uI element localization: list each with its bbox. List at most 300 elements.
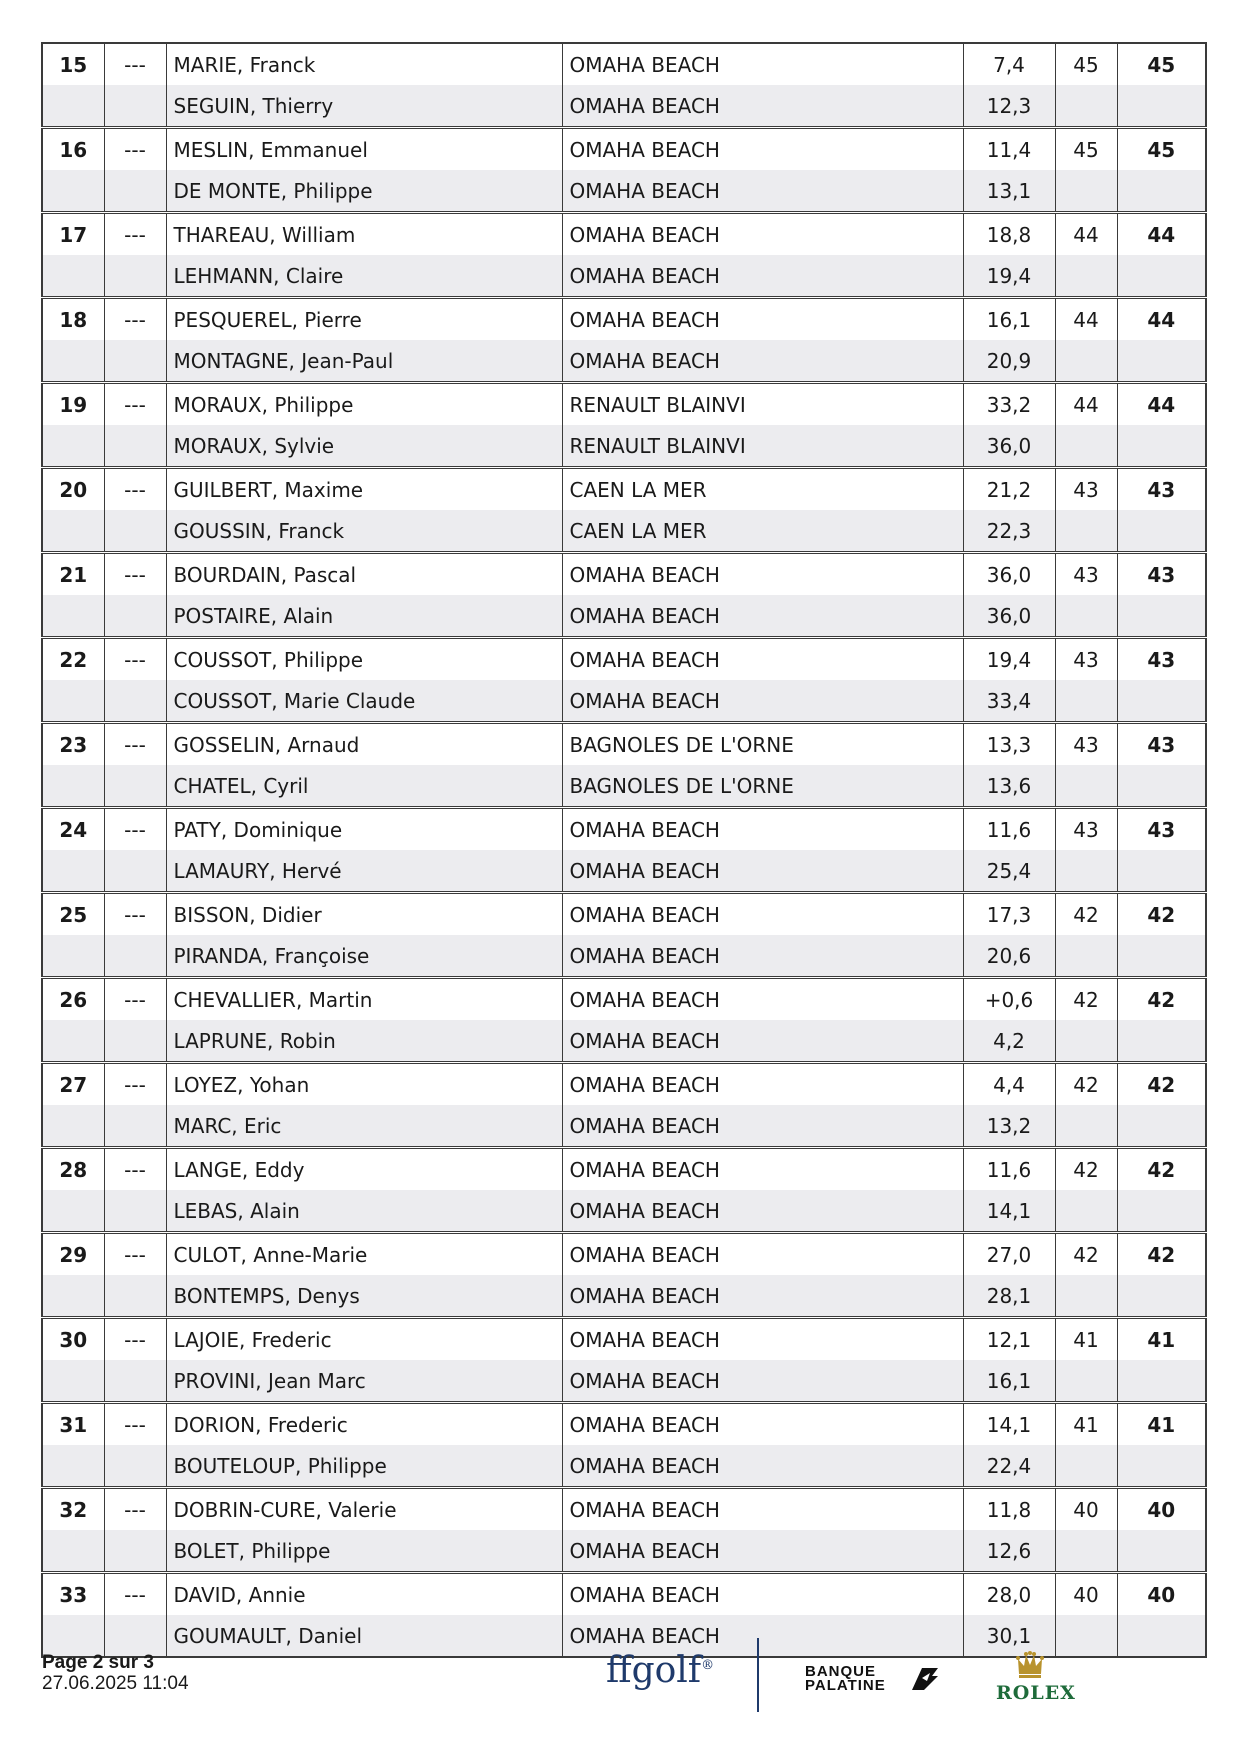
handicap-index-cell: 22,3 — [963, 510, 1055, 553]
position-cell: 23 — [42, 723, 104, 766]
print-datetime: 27.06.2025 11:04 — [42, 1673, 189, 1694]
empty-cell — [42, 1020, 104, 1063]
empty-cell — [104, 255, 166, 298]
tie-cell: --- — [104, 1233, 166, 1276]
player-name-cell: MESLIN, Emmanuel — [166, 128, 562, 171]
table-row — [42, 850, 1206, 893]
handicap-index-cell: 16,1 — [963, 298, 1055, 341]
tie-cell: --- — [104, 1318, 166, 1361]
empty-cell — [104, 1360, 166, 1403]
player-name-cell: MONTAGNE, Jean-Paul — [166, 340, 562, 383]
empty-cell — [1117, 340, 1206, 383]
club-cell: OMAHA BEACH — [562, 638, 963, 681]
empty-cell — [104, 850, 166, 893]
table-row — [42, 893, 1206, 936]
handicap-index-cell: 16,1 — [963, 1360, 1055, 1403]
player-name-cell: GUILBERT, Maxime — [166, 468, 562, 511]
club-cell: BAGNOLES DE L'ORNE — [562, 723, 963, 766]
total-score-cell: 44 — [1117, 213, 1206, 256]
total-score-cell: 44 — [1117, 298, 1206, 341]
club-cell: OMAHA BEACH — [562, 43, 963, 85]
club-cell: OMAHA BEACH — [562, 128, 963, 171]
tie-cell: --- — [104, 128, 166, 171]
empty-cell — [42, 170, 104, 213]
total-score-cell: 42 — [1117, 893, 1206, 936]
table-row — [42, 510, 1206, 553]
club-cell: OMAHA BEACH — [562, 1148, 963, 1191]
empty-cell — [1055, 1190, 1117, 1233]
position-cell: 29 — [42, 1233, 104, 1276]
handicap-index-cell: 11,6 — [963, 808, 1055, 851]
empty-cell — [104, 1190, 166, 1233]
club-cell: BAGNOLES DE L'ORNE — [562, 765, 963, 808]
table-row — [42, 978, 1206, 1021]
empty-cell — [1117, 1190, 1206, 1233]
club-cell: OMAHA BEACH — [562, 1318, 963, 1361]
table-row — [42, 43, 1206, 85]
empty-cell — [1117, 510, 1206, 553]
club-cell: OMAHA BEACH — [562, 935, 963, 978]
rolex-crown-icon — [1016, 1650, 1044, 1680]
tie-cell: --- — [104, 383, 166, 426]
empty-cell — [42, 680, 104, 723]
club-cell: OMAHA BEACH — [562, 1063, 963, 1106]
palatine-wing-icon — [908, 1664, 940, 1694]
tie-cell: --- — [104, 43, 166, 85]
player-name-cell: LEHMANN, Claire — [166, 255, 562, 298]
tie-cell: --- — [104, 723, 166, 766]
table-row — [42, 468, 1206, 511]
total-score-cell: 42 — [1117, 978, 1206, 1021]
empty-cell — [1117, 850, 1206, 893]
club-cell: OMAHA BEACH — [562, 1275, 963, 1318]
player-name-cell: PIRANDA, Françoise — [166, 935, 562, 978]
position-cell: 32 — [42, 1488, 104, 1531]
tie-cell: --- — [104, 1148, 166, 1191]
club-cell: RENAULT BLAINVI — [562, 425, 963, 468]
club-cell: OMAHA BEACH — [562, 850, 963, 893]
empty-cell — [1117, 765, 1206, 808]
player-name-cell: MORAUX, Sylvie — [166, 425, 562, 468]
table-row — [42, 1573, 1206, 1616]
club-cell: OMAHA BEACH — [562, 170, 963, 213]
empty-cell — [1055, 935, 1117, 978]
club-cell: OMAHA BEACH — [562, 1573, 963, 1616]
table-row — [42, 383, 1206, 426]
player-name-cell: BISSON, Didier — [166, 893, 562, 936]
table-row — [42, 1445, 1206, 1488]
player-name-cell: PATY, Dominique — [166, 808, 562, 851]
empty-cell — [1055, 170, 1117, 213]
empty-cell — [104, 1445, 166, 1488]
empty-cell — [42, 595, 104, 638]
handicap-index-cell: 7,4 — [963, 43, 1055, 85]
total-score-cell: 43 — [1117, 808, 1206, 851]
handicap-index-cell: 22,4 — [963, 1445, 1055, 1488]
player-name-cell: DAVID, Annie — [166, 1573, 562, 1616]
handicap-index-cell: 20,9 — [963, 340, 1055, 383]
table-row — [42, 255, 1206, 298]
player-name-cell: PESQUEREL, Pierre — [166, 298, 562, 341]
player-name-cell: LOYEZ, Yohan — [166, 1063, 562, 1106]
total-score-cell: 42 — [1117, 1148, 1206, 1191]
empty-cell — [42, 1360, 104, 1403]
empty-cell — [1117, 255, 1206, 298]
table-row — [42, 723, 1206, 766]
table-row — [42, 553, 1206, 596]
empty-cell — [1055, 510, 1117, 553]
tie-cell: --- — [104, 553, 166, 596]
tie-cell: --- — [104, 893, 166, 936]
empty-cell — [42, 935, 104, 978]
total-score-cell: 43 — [1117, 723, 1206, 766]
player-name-cell: LAPRUNE, Robin — [166, 1020, 562, 1063]
tie-cell: --- — [104, 1063, 166, 1106]
table-row — [42, 298, 1206, 341]
empty-cell — [42, 425, 104, 468]
club-cell: OMAHA BEACH — [562, 1360, 963, 1403]
banque-palatine-logo — [805, 1665, 886, 1693]
empty-cell — [1117, 935, 1206, 978]
empty-cell — [1055, 1530, 1117, 1573]
position-cell: 17 — [42, 213, 104, 256]
results-table — [41, 42, 1207, 1658]
empty-cell — [1055, 255, 1117, 298]
position-cell: 18 — [42, 298, 104, 341]
tie-cell: --- — [104, 468, 166, 511]
tie-cell: --- — [104, 978, 166, 1021]
registered-mark-icon: ® — [701, 1658, 715, 1673]
tie-cell: --- — [104, 298, 166, 341]
score-cell: 43 — [1055, 638, 1117, 681]
handicap-index-cell: 33,4 — [963, 680, 1055, 723]
total-score-cell: 44 — [1117, 383, 1206, 426]
club-cell: OMAHA BEACH — [562, 680, 963, 723]
player-name-cell: BONTEMPS, Denys — [166, 1275, 562, 1318]
player-name-cell: PROVINI, Jean Marc — [166, 1360, 562, 1403]
table-row — [42, 1233, 1206, 1276]
handicap-index-cell: 27,0 — [963, 1233, 1055, 1276]
position-cell: 15 — [42, 43, 104, 85]
total-score-cell: 40 — [1117, 1488, 1206, 1531]
empty-cell — [1117, 170, 1206, 213]
club-cell: OMAHA BEACH — [562, 85, 963, 128]
empty-cell — [1117, 85, 1206, 128]
empty-cell — [104, 595, 166, 638]
player-name-cell: BOUTELOUP, Philippe — [166, 1445, 562, 1488]
score-cell: 40 — [1055, 1488, 1117, 1531]
club-cell: CAEN LA MER — [562, 468, 963, 511]
player-name-cell: SEGUIN, Thierry — [166, 85, 562, 128]
position-cell: 20 — [42, 468, 104, 511]
player-name-cell: CULOT, Anne-Marie — [166, 1233, 562, 1276]
tie-cell: --- — [104, 808, 166, 851]
score-cell: 42 — [1055, 1233, 1117, 1276]
table-row — [42, 1020, 1206, 1063]
empty-cell — [1055, 850, 1117, 893]
ffgolf-logo-text: ffgolf — [606, 1650, 702, 1691]
empty-cell — [104, 765, 166, 808]
empty-cell — [1117, 1105, 1206, 1148]
score-cell: 45 — [1055, 43, 1117, 85]
empty-cell — [1117, 425, 1206, 468]
empty-cell — [104, 680, 166, 723]
empty-cell — [42, 255, 104, 298]
player-name-cell: THAREAU, William — [166, 213, 562, 256]
handicap-index-cell: 17,3 — [963, 893, 1055, 936]
total-score-cell: 42 — [1117, 1233, 1206, 1276]
club-cell: OMAHA BEACH — [562, 255, 963, 298]
handicap-index-cell: 4,2 — [963, 1020, 1055, 1063]
empty-cell — [1117, 1530, 1206, 1573]
player-name-cell: DORION, Frederic — [166, 1403, 562, 1446]
player-name-cell: LANGE, Eddy — [166, 1148, 562, 1191]
handicap-index-cell: +0,6 — [963, 978, 1055, 1021]
tie-cell: --- — [104, 1403, 166, 1446]
empty-cell — [1117, 1020, 1206, 1063]
table-row — [42, 170, 1206, 213]
handicap-index-cell: 14,1 — [963, 1190, 1055, 1233]
empty-cell — [104, 1020, 166, 1063]
score-cell: 43 — [1055, 723, 1117, 766]
club-cell: OMAHA BEACH — [562, 340, 963, 383]
position-cell: 28 — [42, 1148, 104, 1191]
table-row — [42, 213, 1206, 256]
player-name-cell: DE MONTE, Philippe — [166, 170, 562, 213]
empty-cell — [1055, 765, 1117, 808]
empty-cell — [104, 340, 166, 383]
score-cell: 42 — [1055, 1148, 1117, 1191]
handicap-index-cell: 13,3 — [963, 723, 1055, 766]
handicap-index-cell: 28,0 — [963, 1573, 1055, 1616]
player-name-cell: LEBAS, Alain — [166, 1190, 562, 1233]
handicap-index-cell: 11,8 — [963, 1488, 1055, 1531]
empty-cell — [104, 85, 166, 128]
banque-palatine-line1: BANQUE — [805, 1663, 877, 1680]
empty-cell — [42, 1105, 104, 1148]
table-row — [42, 85, 1206, 128]
tie-cell: --- — [104, 638, 166, 681]
table-row — [42, 808, 1206, 851]
total-score-cell: 45 — [1117, 128, 1206, 171]
table-row — [42, 1105, 1206, 1148]
club-cell: OMAHA BEACH — [562, 1105, 963, 1148]
handicap-index-cell: 20,6 — [963, 935, 1055, 978]
club-cell: OMAHA BEACH — [562, 978, 963, 1021]
empty-cell — [1055, 1105, 1117, 1148]
table-row — [42, 1148, 1206, 1191]
total-score-cell: 41 — [1117, 1318, 1206, 1361]
club-cell: OMAHA BEACH — [562, 1488, 963, 1531]
position-cell: 22 — [42, 638, 104, 681]
table-row — [42, 1530, 1206, 1573]
club-cell: OMAHA BEACH — [562, 1020, 963, 1063]
score-cell: 44 — [1055, 213, 1117, 256]
total-score-cell: 43 — [1117, 468, 1206, 511]
player-name-cell: GOUMAULT, Daniel — [166, 1615, 562, 1657]
table-row — [42, 425, 1206, 468]
empty-cell — [42, 1445, 104, 1488]
club-cell: OMAHA BEACH — [562, 1190, 963, 1233]
position-cell: 21 — [42, 553, 104, 596]
club-cell: OMAHA BEACH — [562, 1233, 963, 1276]
handicap-index-cell: 30,1 — [963, 1615, 1055, 1657]
empty-cell — [1055, 425, 1117, 468]
empty-cell — [1055, 1275, 1117, 1318]
score-cell: 43 — [1055, 553, 1117, 596]
results-body — [42, 43, 1206, 1657]
handicap-index-cell: 36,0 — [963, 553, 1055, 596]
empty-cell — [42, 765, 104, 808]
club-cell: OMAHA BEACH — [562, 808, 963, 851]
player-name-cell: MARC, Eric — [166, 1105, 562, 1148]
empty-cell — [104, 425, 166, 468]
empty-cell — [42, 1190, 104, 1233]
handicap-index-cell: 12,3 — [963, 85, 1055, 128]
empty-cell — [42, 1275, 104, 1318]
player-name-cell: COUSSOT, Marie Claude — [166, 680, 562, 723]
empty-cell — [1117, 595, 1206, 638]
table-row — [42, 128, 1206, 171]
position-cell: 19 — [42, 383, 104, 426]
table-row — [42, 680, 1206, 723]
empty-cell — [42, 85, 104, 128]
position-cell: 25 — [42, 893, 104, 936]
score-cell: 43 — [1055, 468, 1117, 511]
table-row — [42, 1403, 1206, 1446]
handicap-index-cell: 33,2 — [963, 383, 1055, 426]
table-row — [42, 1318, 1206, 1361]
position-cell: 27 — [42, 1063, 104, 1106]
position-cell: 33 — [42, 1573, 104, 1616]
position-cell: 31 — [42, 1403, 104, 1446]
empty-cell — [42, 510, 104, 553]
handicap-index-cell: 18,8 — [963, 213, 1055, 256]
total-score-cell: 45 — [1117, 43, 1206, 85]
handicap-index-cell: 12,1 — [963, 1318, 1055, 1361]
handicap-index-cell: 21,2 — [963, 468, 1055, 511]
club-cell: OMAHA BEACH — [562, 213, 963, 256]
score-cell: 41 — [1055, 1318, 1117, 1361]
player-name-cell: MARIE, Franck — [166, 43, 562, 85]
empty-cell — [42, 850, 104, 893]
empty-cell — [1055, 1020, 1117, 1063]
table-row — [42, 765, 1206, 808]
club-cell: OMAHA BEACH — [562, 595, 963, 638]
position-cell: 30 — [42, 1318, 104, 1361]
player-name-cell: CHEVALLIER, Martin — [166, 978, 562, 1021]
empty-cell — [104, 1530, 166, 1573]
footer-divider — [757, 1638, 759, 1712]
club-cell: CAEN LA MER — [562, 510, 963, 553]
total-score-cell: 40 — [1117, 1573, 1206, 1616]
empty-cell — [104, 1275, 166, 1318]
empty-cell — [1117, 1360, 1206, 1403]
table-row — [42, 935, 1206, 978]
score-cell: 42 — [1055, 978, 1117, 1021]
score-cell: 40 — [1055, 1573, 1117, 1616]
player-name-cell: DOBRIN-CURE, Valerie — [166, 1488, 562, 1531]
empty-cell — [104, 935, 166, 978]
handicap-index-cell: 13,1 — [963, 170, 1055, 213]
score-cell: 44 — [1055, 383, 1117, 426]
position-cell: 16 — [42, 128, 104, 171]
handicap-index-cell: 28,1 — [963, 1275, 1055, 1318]
player-name-cell: GOUSSIN, Franck — [166, 510, 562, 553]
total-score-cell: 43 — [1117, 553, 1206, 596]
handicap-index-cell: 11,4 — [963, 128, 1055, 171]
score-cell: 43 — [1055, 808, 1117, 851]
empty-cell — [1117, 680, 1206, 723]
score-cell: 42 — [1055, 1063, 1117, 1106]
empty-cell — [1055, 340, 1117, 383]
club-cell: OMAHA BEACH — [562, 893, 963, 936]
total-score-cell: 41 — [1117, 1403, 1206, 1446]
empty-cell — [42, 1530, 104, 1573]
club-cell: OMAHA BEACH — [562, 553, 963, 596]
player-name-cell: GOSSELIN, Arnaud — [166, 723, 562, 766]
score-cell: 45 — [1055, 128, 1117, 171]
player-name-cell: LAMAURY, Hervé — [166, 850, 562, 893]
handicap-index-cell: 36,0 — [963, 425, 1055, 468]
player-name-cell: POSTAIRE, Alain — [166, 595, 562, 638]
rolex-logo: ROLEX — [996, 1682, 1076, 1704]
table-row — [42, 1275, 1206, 1318]
total-score-cell: 43 — [1117, 638, 1206, 681]
empty-cell — [104, 510, 166, 553]
table-row — [42, 595, 1206, 638]
tie-cell: --- — [104, 213, 166, 256]
tie-cell: --- — [104, 1488, 166, 1531]
handicap-index-cell: 19,4 — [963, 255, 1055, 298]
handicap-index-cell: 36,0 — [963, 595, 1055, 638]
handicap-index-cell: 13,2 — [963, 1105, 1055, 1148]
empty-cell — [1117, 1445, 1206, 1488]
total-score-cell: 42 — [1117, 1063, 1206, 1106]
tie-cell: --- — [104, 1573, 166, 1616]
table-row — [42, 1360, 1206, 1403]
empty-cell — [1055, 1615, 1117, 1657]
handicap-index-cell: 4,4 — [963, 1063, 1055, 1106]
handicap-index-cell: 25,4 — [963, 850, 1055, 893]
player-name-cell: COUSSOT, Philippe — [166, 638, 562, 681]
empty-cell — [1055, 85, 1117, 128]
empty-cell — [1117, 1275, 1206, 1318]
page-number: Page 2 sur 3 — [42, 1652, 154, 1673]
table-row — [42, 638, 1206, 681]
position-cell: 26 — [42, 978, 104, 1021]
player-name-cell: LAJOIE, Frederic — [166, 1318, 562, 1361]
player-name-cell: BOLET, Philippe — [166, 1530, 562, 1573]
score-cell: 42 — [1055, 893, 1117, 936]
club-cell: OMAHA BEACH — [562, 1445, 963, 1488]
empty-cell — [1055, 1360, 1117, 1403]
empty-cell — [1055, 595, 1117, 638]
empty-cell — [1055, 1445, 1117, 1488]
club-cell: OMAHA BEACH — [562, 1615, 963, 1657]
handicap-index-cell: 11,6 — [963, 1148, 1055, 1191]
empty-cell — [104, 170, 166, 213]
table-row — [42, 1063, 1206, 1106]
player-name-cell: CHATEL, Cyril — [166, 765, 562, 808]
club-cell: OMAHA BEACH — [562, 298, 963, 341]
table-row — [42, 340, 1206, 383]
position-cell: 24 — [42, 808, 104, 851]
empty-cell — [42, 340, 104, 383]
empty-cell — [104, 1105, 166, 1148]
score-cell: 41 — [1055, 1403, 1117, 1446]
ffgolf-logo — [606, 1650, 714, 1691]
